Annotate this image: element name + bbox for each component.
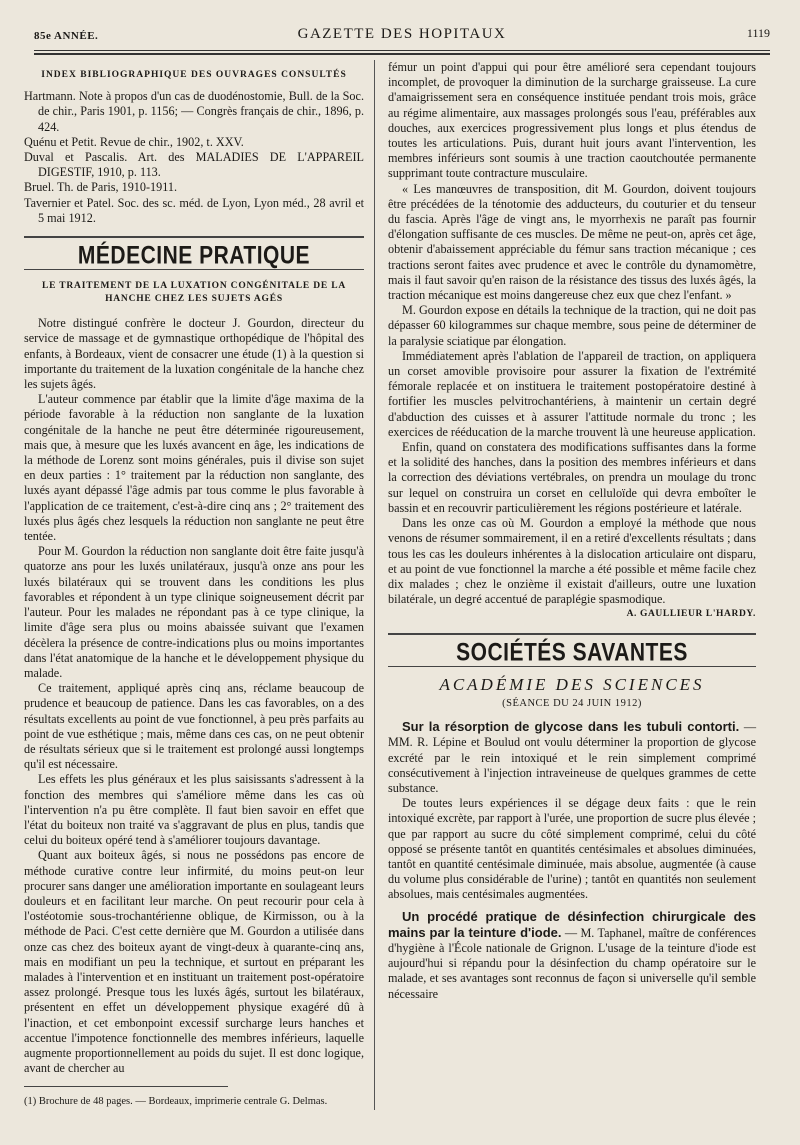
paragraph: M. Gourdon expose en détails la technique de la traction, qui ne doit pas dépasser 60 kilogrammes sur chaque membre, sous peine de déterminer de la paralysie sciatique par élongation. [388, 303, 756, 348]
paragraph: Quant aux boiteux âgés, si nous ne possédons pas encore de méthode curative contre leur infirmité, du moins peut-on leur procurer sans danger une amélioration importante en soulageant leurs douleurs et en facilitant leur marche. On peut recourir pour cela à l'ostéotomie sous-trochantérienne oblique, de Kirmisson, ou à la méthode de Paci. C'est cette dernière que M. Gourdon a utilisée dans onze cas chez des boiteux ayant de vingt-deux à quarante-cinq ans, mais en modifiant un peu la technique, et surtout en préparant les malades à l'intervention et en instituant un traitement post-opératoire assez prolongé. Presque tous les luxés âgés, surtout les bilatéraux, présentent en effet un développement physique exagéré dû à l'inaction, et cet embonpoint excessif surcharge leurs hanches et accentue l'impotence fonctionnelle des membres inférieurs, laquelle augmente proportionnellement au poids du sujet. Il est donc logique, avant de chercher au [24, 848, 364, 1076]
column-divider [374, 60, 375, 1110]
right-column [388, 60, 756, 1002]
paragraph-text: — MM. R. Lépine et Boulud ont voulu déterminer la proportion de glycose excrété par le rein intoxiqué et le rein simplement comprimé consécutivement à l'injection intraveineuse de quelques grammes de cette substance. [388, 720, 757, 795]
reference-item: Bruel. Th. de Paris, 1910-1911. [24, 180, 178, 195]
section-rule [24, 269, 364, 270]
session-date: (SÉANCE DU 24 JUIN 1912) [502, 697, 642, 709]
paragraph: De toutes leurs expériences il se dégage deux faits : que le rein intoxiqué excrète, par rapport à l'urée, une proportion de sucre plus élevée ; que par rapport au sucre du côté simplement comprimé, celui du côté opposé se présente tantôt en quantités centésimales et absolues diminuées, tantôt en quantité centésimale diminuée, mais absolue, augmentée (à cause du volume plus considérable de l'urine) ; tantôt en quantités non seulement absolues, mais centésimales augmentées. [388, 796, 756, 902]
reference-item: Hartmann. Note à propos d'un cas de duodénostomie, Bull. de la Soc. de chir., Paris 1901, p. 1156; — Congrès français de chir., 1896, p. 424. [24, 89, 364, 134]
paragraph: Les effets les plus généraux et les plus saisissants s'adressent à la fonction des membres qui s'améliore même dans les cas où l'intervention n'a pu être complète. Il faut bien savoir en effet que l'état du boiteux non traité va s'aggravant de plus en plus, tandis que celui du boiteux opéré tend à s'améliorer toujours davantage. [24, 772, 364, 848]
subsection-title: Sur la résorption de glycose dans les tubuli contorti. [402, 719, 740, 735]
subsection-title: Un procédé pratique de désinfection chirurgicale des mains par la teinture d'iode. [388, 908, 756, 940]
reference-item: Tavernier et Patel. Soc. des sc. méd. de Lyon, Lyon méd., 28 avril et 5 mai 1912. [24, 195, 364, 225]
section-title: SOCIÉTÉS SAVANTES [456, 638, 688, 666]
paragraph: Ce traitement, appliqué après cinq ans, réclame beaucoup de prudence et beaucoup de patience. Dans les cas favorables, on a des résultats excellents au point de vue fonctionnel, à peu près parfaits au point de vue esthétique ; mais, même dans ces cas, on ne peut obtenir de résultats sérieux que si le traitement est prolongé aussi longtemps qu'il est nécessaire. [24, 681, 364, 772]
paragraph: Notre distingué confrère le docteur J. Gourdon, directeur du service de massage et de gymnastique orthopédique de l'hôpital des enfants, à Bordeaux, vient de consacrer une étude (1) à la question si importante du traitement de la luxation congénitale de la hanche chez les sujets âgés. [24, 316, 364, 392]
academy-title: ACADÉMIE DES SCIENCES [439, 674, 705, 694]
paragraph: Dans les onze cas où M. Gourdon a employé la méthode que nous venons de résumer sommairement, il en a retiré d'excellents résultats ; dans tous les cas les douleurs inhérentes à la dislocation articulaire ont disparu, et au point de vue fonctionnel la marche a été possible et même facile chez dix malades ; chez le onzième il existait d'ailleurs, outre une luxation bilatérale, un degré accentué de paraplégie spasmodique. [388, 516, 756, 607]
header-rule-thick [34, 53, 770, 55]
paragraph-text: — M. Taphanel, maître de conférences d'hygiène à l'École nationale de Grignon. L'usage de la teinture d'iode est aujourd'hui si répandu pour la désinfection du champ opératoire sur le malade, et ses avantages sont reconnus de façon si universelle qu'il semble nécessaire [388, 925, 756, 1001]
reference-item: Duval et Pascalis. Art. des MALADIES DE L'APPAREIL DIGESTIF, 1910, p. 113. [24, 150, 364, 180]
section-rule [388, 633, 756, 635]
author-signature: A. GAULLIEUR L'HARDY. [626, 609, 756, 620]
article-title: LE TRAITEMENT DE LA LUXATION CONGÉNITALE DE LA HANCHE CHEZ LES SUJETS AGÉS [41, 281, 346, 305]
paragraph: Pour M. Gourdon la réduction non sanglante doit être faite jusqu'à quatorze ans pour les luxés unilatéraux, jusqu'à onze ans pour les luxés bilatéraux qui se trouvent dans les conditions les plus favorables et répondent à un type clinique soigneusement décrit par l'auteur. Pour les malades ne répondant pas à ce type clinique, la limite d'âge sera plus ou moins abaissée suivant que l'examen décèlera la présence de contre-indications plus ou moins importantes dans l'état anatomique de la hanche et le développement physique du malade. [24, 544, 364, 680]
footnote: (1) Brochure de 48 pages. — Bordeaux, imprimerie centrale G. Delmas. [24, 1096, 328, 1108]
page-number: 1119 [746, 26, 770, 40]
volume-year: 85e ANNÉE. [34, 30, 99, 42]
paragraph: « Les manœuvres de transposition, dit M. Gourdon, doivent toujours être précédées de la ténotomie des adducteurs, du couturier et du tenseur du fascia. Après l'âge de vingt ans, le myorrhexis ne paraît pas fournir d'élongation suffisante de ces muscles. De même ne peut-on, après cet âge, obtenir d'abaissement appréciable du fémur sans traction mécanique ; ces tractions seront faites avec prudence et avec le contrôle du dynamomètre, mais il faut savoir qu'en raison de la résistance des tissus des luxés âgés, la traction mécanique est moins dangereuse chez eux que chez l'enfant. » [388, 181, 756, 303]
left-column [24, 60, 364, 1108]
paragraph: fémur un point d'appui qui pour être amélioré sera cependant toujours incomplet, de provoquer la diminution de la surcharge graisseuse. La cure d'amaigrissement sera en conséquence instituée pendant trois mois, grâce au régime alimentaire, aux massages prolongés sous l'eau, préférables aux douches, aux exercices progressivement plus longs et plus étendus de toutes les articulations. Puis, durant huit jours avant l'intervention, les membres inférieurs sont soumis à une traction caoutchoutée permanente supprimant toute contracture musculaire. [388, 60, 756, 181]
section-title: MÉDECINE PRATIQUE [77, 241, 311, 270]
paragraph: Immédiatement après l'ablation de l'appareil de traction, on appliquera un corset amovible provisoire pour assurer la fixation de l'extrémité fémorale replacée et on instituera le traitement postopératoire destiné à fortifier les muscles pelvitrochantériens, à maintenir un certain degré d'abduction des cuisses et à assurer l'attitude normale du tronc ; les exercices de rééducation de la marche trouvent là une heureuse application. [388, 348, 756, 439]
section-rule [24, 236, 364, 238]
footnote-rule [24, 1086, 228, 1087]
page-header [34, 26, 770, 48]
header-rule [34, 50, 770, 51]
paragraph: L'auteur commence par établir que la limite d'âge maxima de la période favorable à la réduction non sanglante de la luxation congénitale de la hanche ne peut être déterminée rigoureusement, mais que, à mesure que les luxés avancent en âge, les indications de la méthode de Lorenz sont moins générales, puis il divise son sujet en deux parties : 1° traitement par la réduction non sanglante, des luxés ayant dépassé l'âge admis par tous comme le plus favorable à l'application de ce traitement, c'est-à-dire cinq ans ; 2° traitement des luxés plus âgés chez lesquels la réduction non sanglante ne peut être tentée. [24, 392, 364, 544]
reference-item: Quénu et Petit. Revue de chir., 1902, t. XXV. [24, 134, 244, 149]
bibliography-title: INDEX BIBLIOGRAPHIQUE DES OUVRAGES CONSULTÉS [41, 70, 347, 80]
paragraph: Enfin, quand on constatera des modifications suffisantes dans la forme et la solidité des hanches, dans la position des membres inférieurs et dans la correction des déviations vertébrales, on prendra un moulage du tronc sur lequel on construira un corset en celluloïde qui devra emboîter le bassin et en recouvrir particulièrement les régions postérieure et latérale. [388, 440, 756, 515]
journal-title: GAZETTE DES HOPITAUX [297, 26, 507, 42]
